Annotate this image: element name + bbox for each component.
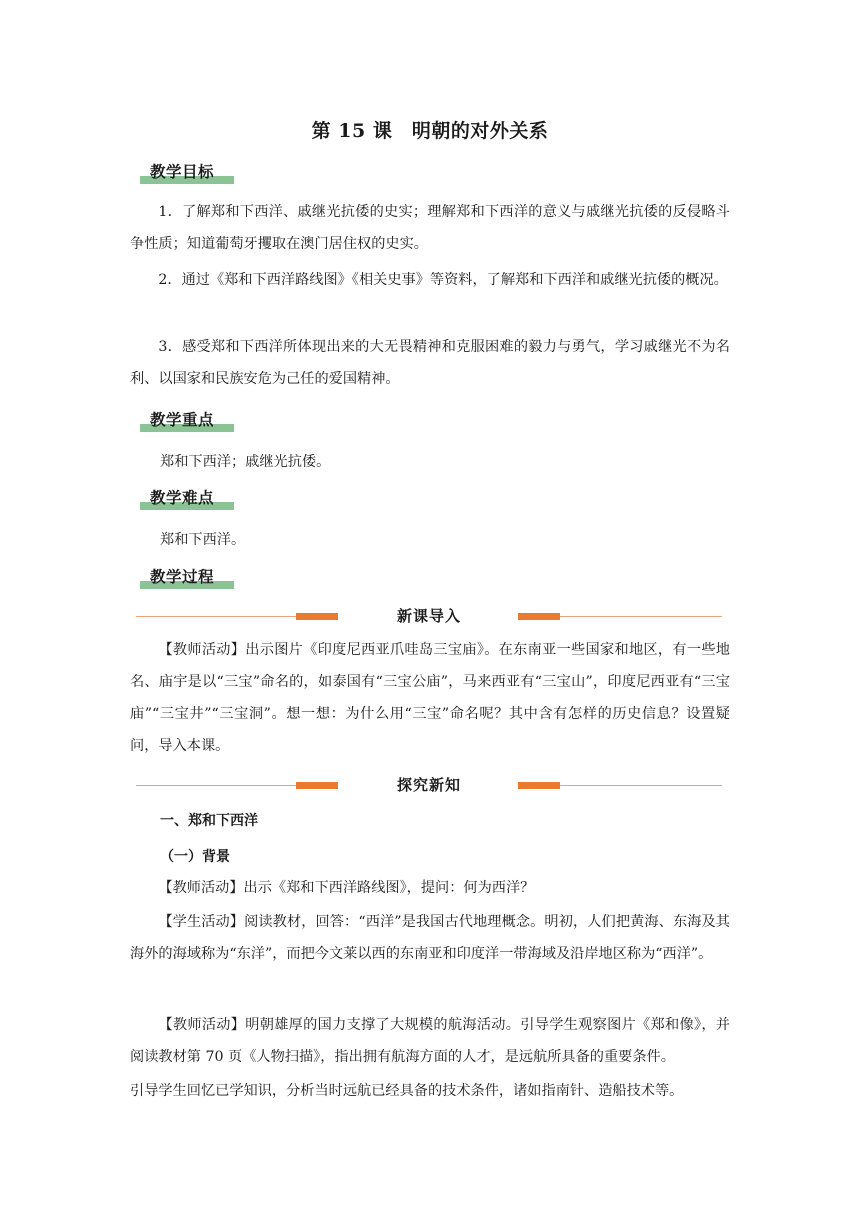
section-heading-label: 教学重点 [150, 410, 215, 429]
difficulty-text: 郑和下西洋。 [160, 532, 246, 548]
divider-label: 新课导入 [396, 607, 461, 625]
lesson-title: 第 15 课 明朝的对外关系 [311, 120, 549, 142]
section-heading-label: 教学过程 [150, 567, 215, 586]
divider-intro [136, 607, 722, 625]
divider-explore [136, 776, 722, 794]
section-heading-label: 教学目标 [150, 162, 215, 181]
divider-rule [560, 785, 722, 786]
divider-label: 探究新知 [396, 776, 461, 794]
subpart-heading: （一）背景 [160, 849, 230, 865]
section-heading-keypoint [140, 410, 234, 432]
divider-rule [560, 616, 722, 617]
divider-block [518, 613, 560, 620]
part-heading: 一、郑和下西洋 [160, 813, 258, 829]
activity-paragraph: 【教师活动】出示《郑和下西洋路线图》，提问：何为西洋？ [158, 880, 535, 896]
goal-item: 1．了解郑和下西洋、戚继光抗倭的史实；理解郑和下西洋的意义与戚继光抗倭的反侵略斗争性质；知道葡萄牙攫取在澳门居住权的史实。 [130, 204, 730, 252]
activity-paragraph: 引导学生回忆已学知识，分析当时远航已经具备的技术条件，诸如指南针、造船技术等。 [130, 1083, 684, 1099]
section-heading-goals [140, 162, 234, 184]
divider-block [518, 782, 560, 789]
section-heading-process [140, 567, 234, 589]
section-heading-difficulty [140, 488, 234, 510]
goal-item: 2．通过《郑和下西洋路线图》《相关史事》等资料，了解郑和下西洋和戚继光抗倭的概况。 [158, 272, 728, 288]
activity-paragraph: 【学生活动】阅读教材，回答：“西洋”是我国古代地理概念。明初，人们把黄海、东海及其海外的海域称为“东洋”，而把今文莱以西的东南亚和印度洋一带海域及沿岸地区称为“西洋”。 [130, 914, 730, 962]
section-heading-label: 教学难点 [150, 488, 215, 507]
keypoint-text: 郑和下西洋；戚继光抗倭。 [160, 454, 331, 470]
activity-paragraph: 【教师活动】明朝雄厚的国力支撑了大规模的航海活动。引导学生观察图片《郑和像》，并阅读教材第 70 页《人物扫描》，指出拥有航海方面的人才，是远航所具备的重要条件。 [130, 1017, 730, 1065]
intro-paragraph: 【教师活动】出示图片《印度尼西亚爪哇岛三宝庙》。在东南亚一些国家和地区，有一些地名、庙宇是以“三宝”命名的，如泰国有“三宝公庙”，马来西亚有“三宝山”，印度尼西亚有“三宝庙”“三宝井”“三宝洞”。想一想：为什么用“三宝”命名呢？其中含有怎样的历史信息？设置疑问，导入本课。 [130, 642, 730, 754]
goal-item: 3．感受郑和下西洋所体现出来的大无畏精神和克服困难的毅力与勇气，学习戚继光不为名利、以国家和民族安危为己任的爱国精神。 [130, 339, 730, 387]
